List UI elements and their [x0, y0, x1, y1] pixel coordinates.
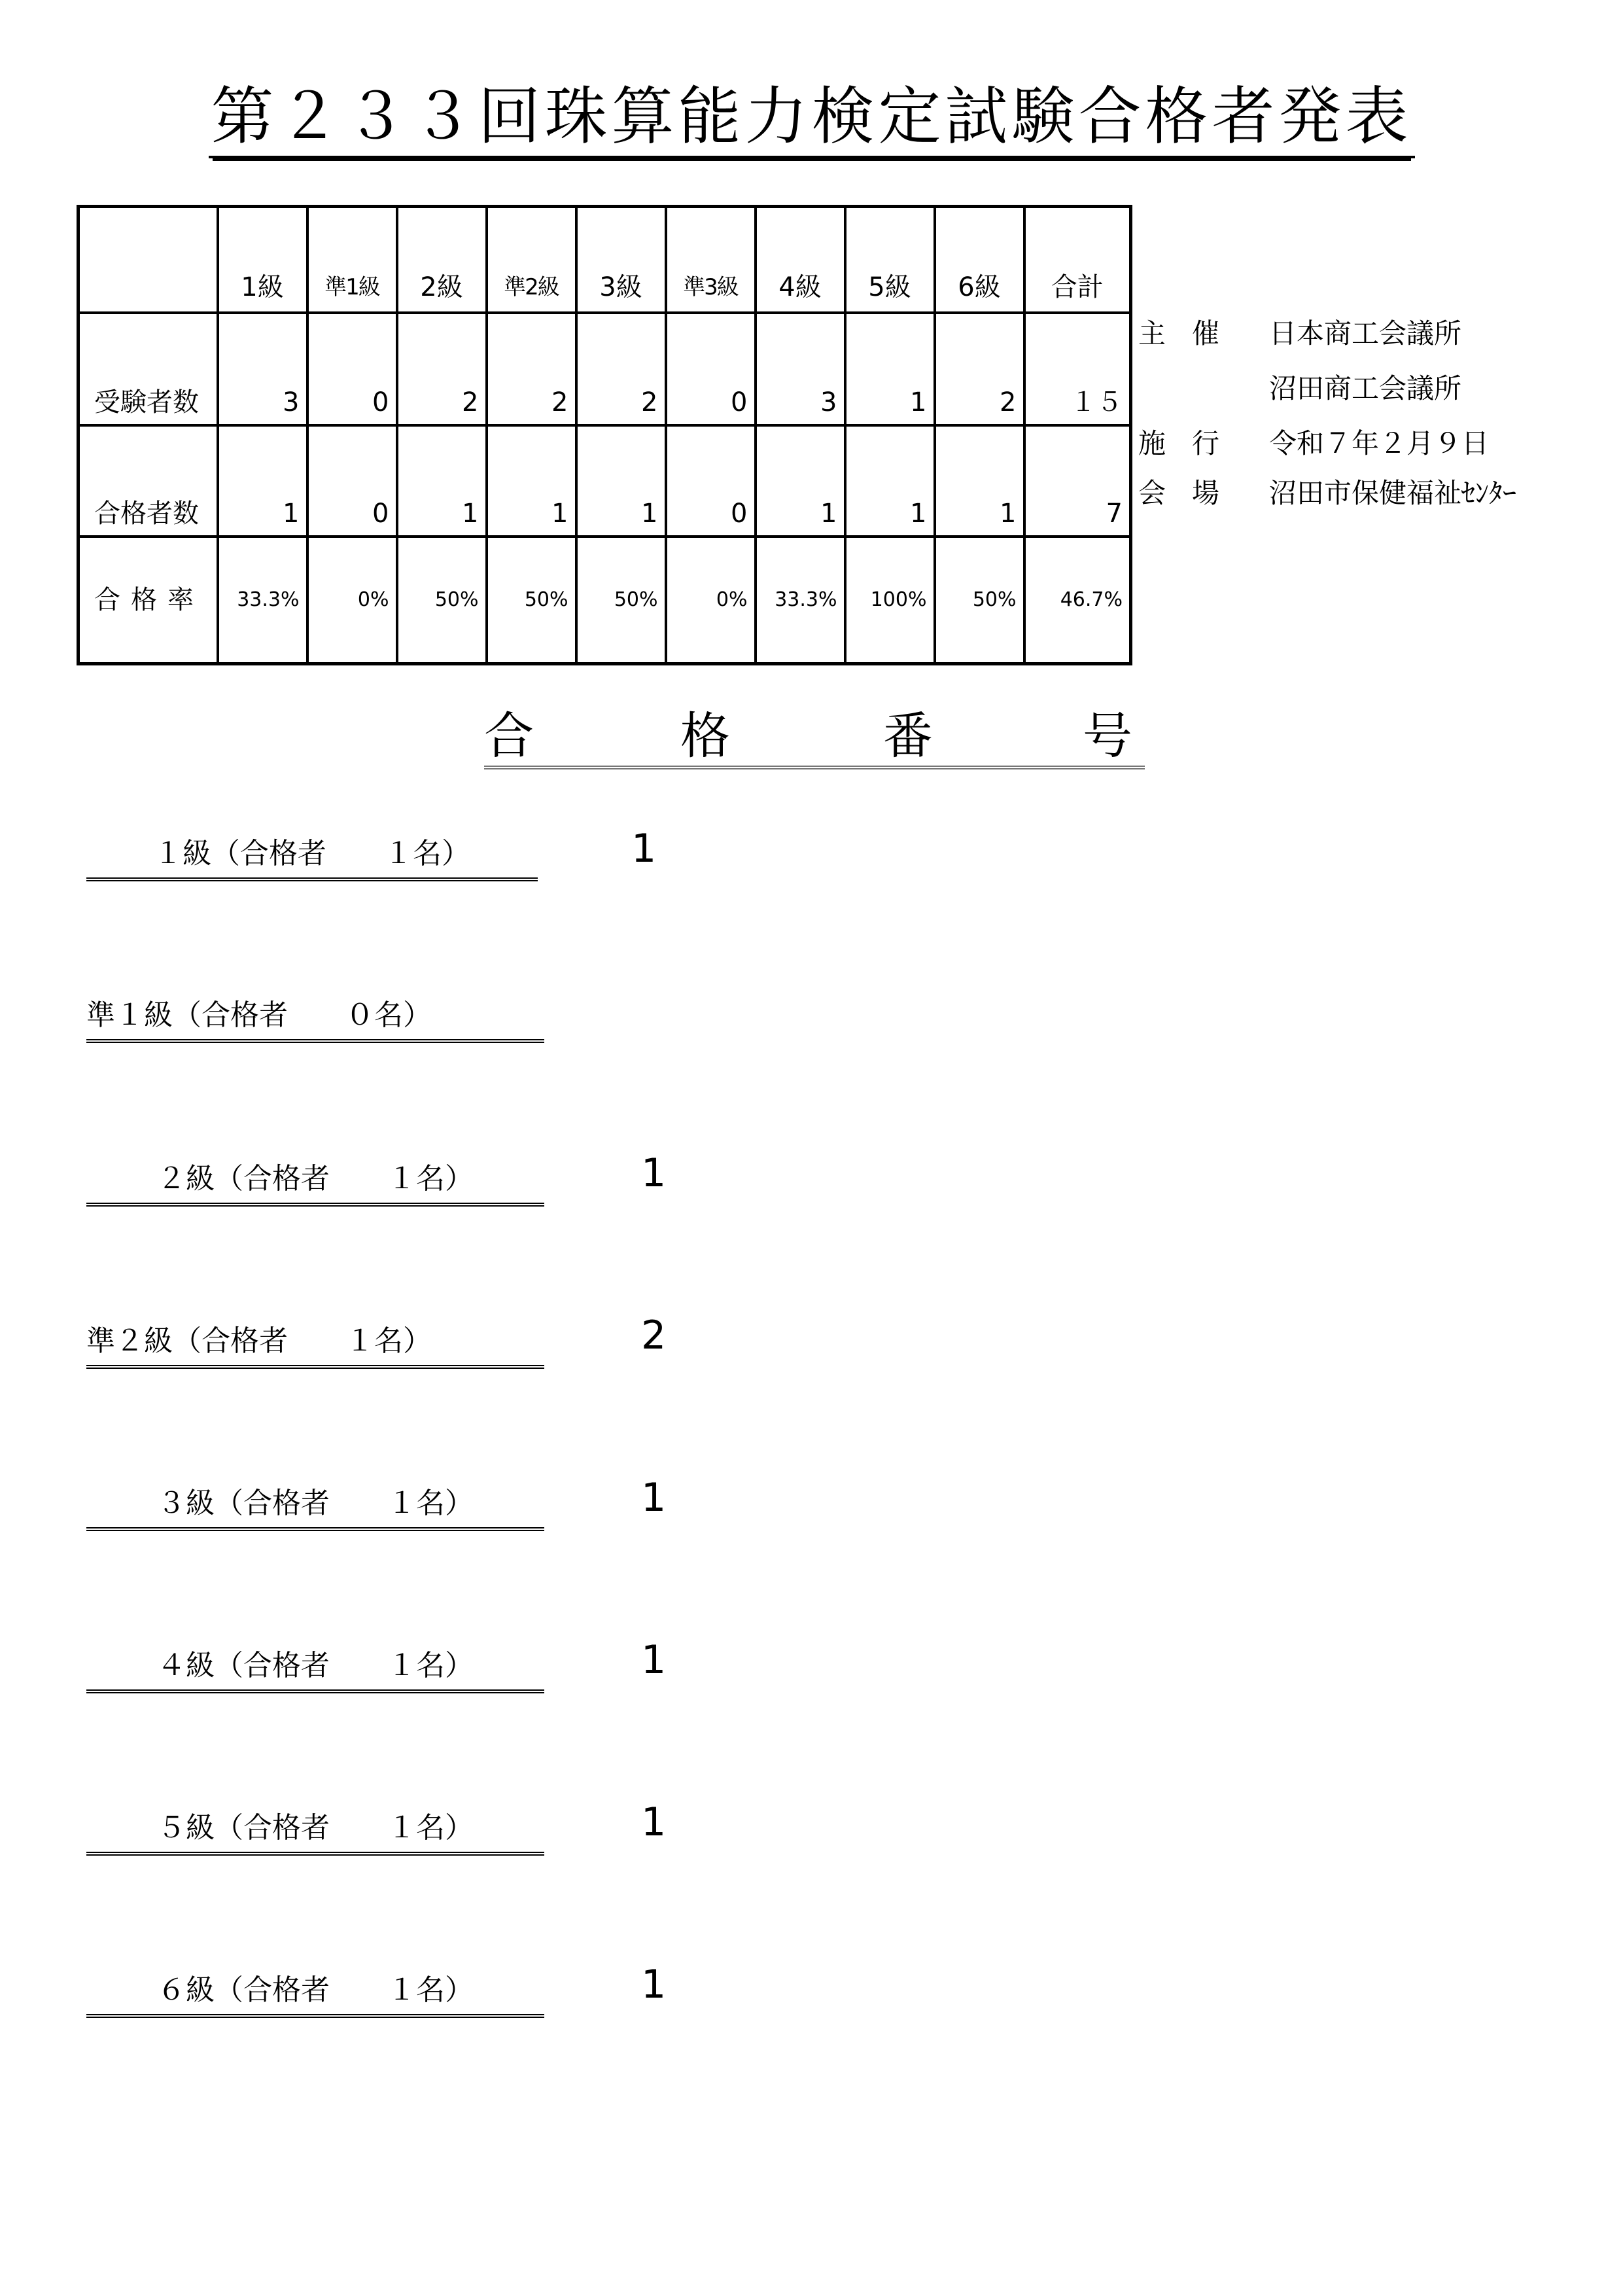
- grade-label-jun1kyu: 準１級（合格者 ０名）: [86, 996, 544, 1043]
- info-key: 主催: [1138, 317, 1246, 349]
- grade-numbers-6kyu: 1: [641, 1962, 667, 2007]
- table-cell: 1: [935, 425, 1024, 537]
- header-cell: 1級: [218, 207, 307, 313]
- header-cell: 合計: [1024, 207, 1131, 313]
- table-cell: 1: [576, 425, 666, 537]
- header-cell: 3級: [576, 207, 666, 313]
- table-cell: 0: [666, 425, 756, 537]
- table-cell: 2: [935, 313, 1024, 425]
- table-cell: 3: [756, 313, 845, 425]
- grade-numbers-4kyu: 1: [641, 1637, 667, 1683]
- info-line-organizer: [1138, 315, 1516, 352]
- table-cell: 1: [218, 425, 307, 537]
- grade-label-6kyu: ６級（合格者 １名）: [86, 1971, 544, 2018]
- table-cell: 50%: [576, 537, 666, 664]
- pass-numbers-heading: [484, 707, 1145, 769]
- grade-label-5kyu: ５級（合格者 １名）: [86, 1809, 544, 1856]
- organizer-info: [1138, 315, 1516, 512]
- info-line-co-organizer: [1138, 370, 1516, 407]
- table-cell: 7: [1024, 425, 1131, 537]
- header-cell: 2級: [397, 207, 487, 313]
- table-cell: 50%: [487, 537, 576, 664]
- grade-numbers-1kyu: 1: [631, 826, 657, 872]
- stats-table: [77, 205, 1132, 665]
- table-cell: 1: [845, 313, 935, 425]
- header-cell: 6級: [935, 207, 1024, 313]
- header-cell: 5級: [845, 207, 935, 313]
- row-label: 合格率: [79, 537, 218, 664]
- row-label: 受験者数: [79, 313, 218, 425]
- table-cell: １５: [1024, 313, 1131, 425]
- info-value: 日本商工会議所: [1269, 317, 1462, 349]
- page-title-text: 第２３３回珠算能力検定試験合格者発表: [209, 77, 1415, 158]
- info-key: 会場: [1138, 477, 1246, 509]
- info-key: 施行: [1138, 427, 1246, 459]
- table-cell: 2: [487, 313, 576, 425]
- header-cell: 4級: [756, 207, 845, 313]
- heading-char: 合: [484, 707, 534, 765]
- grade-label-1kyu: １級（合格者 １名）: [86, 834, 538, 881]
- table-cell: 50%: [935, 537, 1024, 664]
- table-cell: 3: [218, 313, 307, 425]
- table-cell: 0: [307, 425, 397, 537]
- table-cell: 1: [845, 425, 935, 537]
- table-cell: 1: [397, 425, 487, 537]
- info-value: 沼田市保健福祉ｾﾝﾀｰ: [1269, 477, 1517, 509]
- page-title: [0, 77, 1623, 158]
- header-cell: 準3級: [666, 207, 756, 313]
- heading-char: 番: [883, 707, 933, 765]
- heading-char: 格: [680, 707, 730, 765]
- table-cell: 50%: [397, 537, 487, 664]
- table-cell: 100%: [845, 537, 935, 664]
- table-cell: 33.3%: [756, 537, 845, 664]
- header-cell: 準2級: [487, 207, 576, 313]
- info-value: 沼田商工会議所: [1269, 372, 1462, 404]
- table-cell: 2: [397, 313, 487, 425]
- table-cell: 46.7%: [1024, 537, 1131, 664]
- info-line-venue: [1138, 475, 1516, 512]
- header-cell-empty: [79, 207, 218, 313]
- grade-numbers-3kyu: 1: [641, 1475, 667, 1521]
- table-cell: 33.3%: [218, 537, 307, 664]
- grade-numbers-2kyu: 1: [641, 1150, 667, 1196]
- table-cell: 0%: [307, 537, 397, 664]
- table-cell: 0%: [666, 537, 756, 664]
- grade-numbers-5kyu: 1: [641, 1799, 667, 1845]
- grade-numbers-jun2kyu: 2: [641, 1313, 667, 1358]
- examinees-row: [79, 313, 1131, 425]
- grade-label-jun2kyu: 準２級（合格者 １名）: [86, 1322, 544, 1369]
- row-label: 合格者数: [79, 425, 218, 537]
- info-value: 令和７年２月９日: [1269, 427, 1490, 459]
- grade-label-3kyu: ３級（合格者 １名）: [86, 1484, 544, 1531]
- heading-char: 号: [1083, 707, 1132, 765]
- grade-label-2kyu: ２級（合格者 １名）: [86, 1159, 544, 1207]
- header-cell: 準1級: [307, 207, 397, 313]
- grade-label-4kyu: ４級（合格者 １名）: [86, 1646, 544, 1693]
- info-line-date: [1138, 425, 1516, 462]
- stats-header-row: [79, 207, 1131, 313]
- table-cell: 1: [487, 425, 576, 537]
- table-cell: 0: [666, 313, 756, 425]
- passers-row: [79, 425, 1131, 537]
- table-cell: 1: [756, 425, 845, 537]
- table-cell: 0: [307, 313, 397, 425]
- pass-rate-row: [79, 537, 1131, 664]
- table-cell: 2: [576, 313, 666, 425]
